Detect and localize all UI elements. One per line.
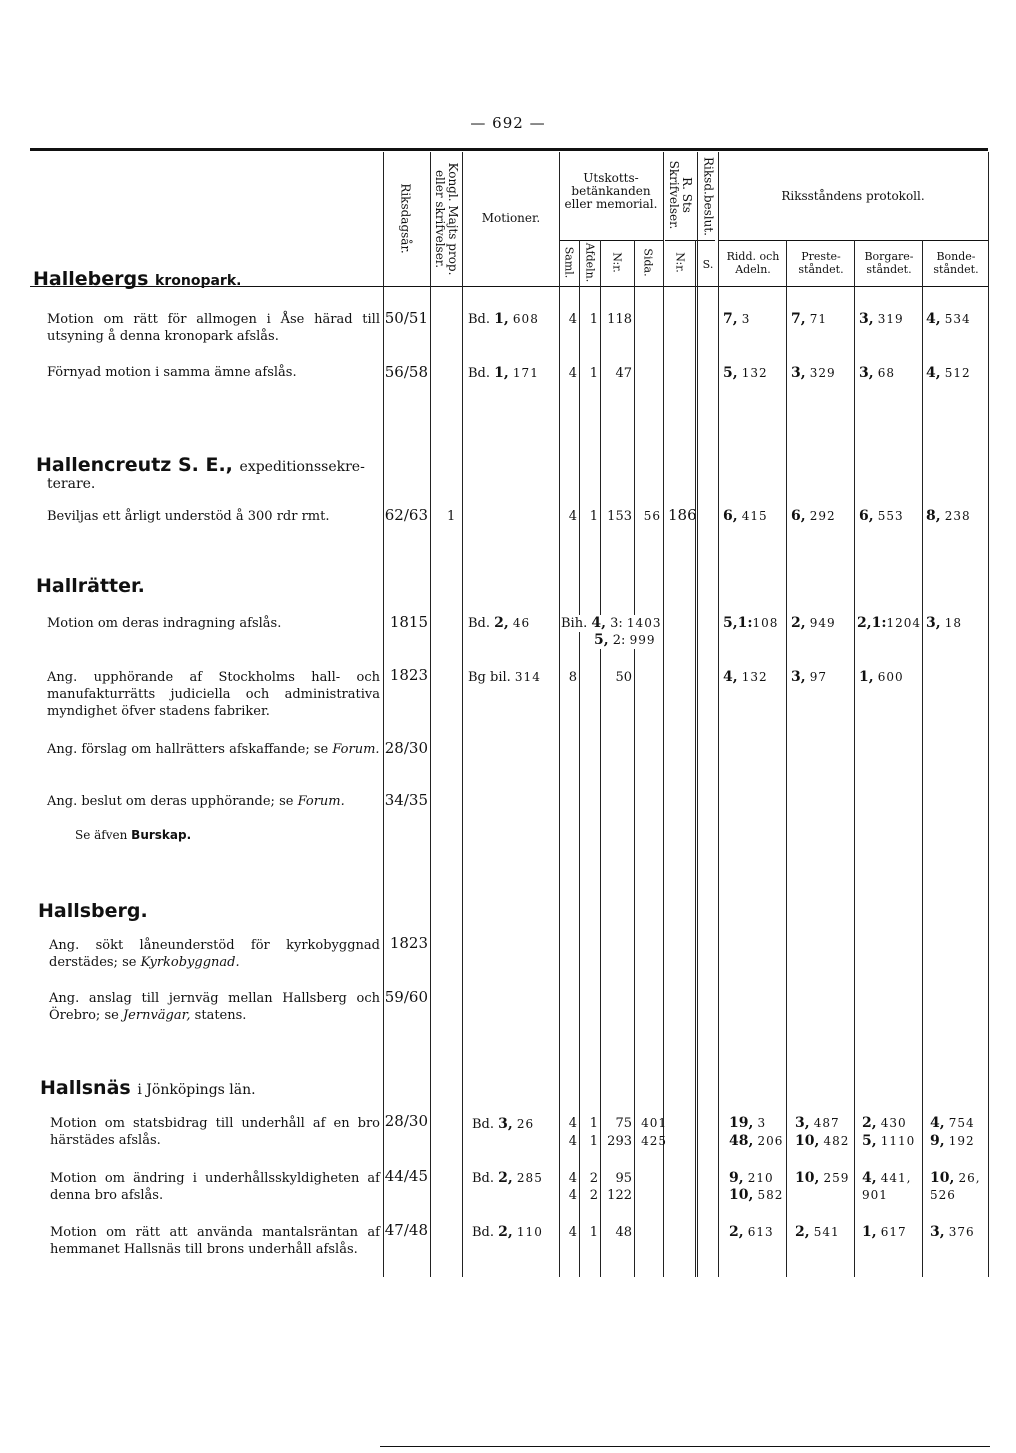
col-line	[718, 152, 719, 1277]
header-borgare: Borgare-ståndet.	[864, 250, 914, 276]
header-rsts: R. Sts Skrifvelser.	[667, 160, 694, 230]
sida: 425	[641, 1134, 667, 1148]
year: 50/51	[384, 309, 428, 327]
motion-ref: Bg bil. 314	[468, 670, 541, 685]
col-line	[854, 240, 855, 1277]
col-line	[697, 152, 698, 1277]
see-also: Se äfven Burskap.	[75, 828, 192, 842]
afdeln: 2	[589, 1171, 598, 1186]
entry-text: Förnyad motion i samma ämne afslås.	[47, 365, 297, 380]
bonde: 9, 192	[930, 1133, 975, 1149]
entry-text: Motion om statsbidrag till underhåll af en bro härstädes afslås.	[50, 1116, 380, 1148]
ridd: 5,1:108	[723, 615, 779, 631]
preste: 2, 541	[795, 1224, 840, 1240]
year: 56/58	[384, 363, 428, 381]
borgare: 6, 553	[859, 508, 904, 524]
afdeln: 1	[589, 1134, 598, 1149]
entry-text: Ang. beslut om deras upphörande; se Forum.	[47, 794, 345, 809]
saml: 4	[568, 1116, 577, 1131]
nr: 50	[615, 670, 632, 685]
header-afdeln: Afdeln.	[583, 242, 597, 283]
bonde: 3, 376	[930, 1224, 975, 1240]
entry-text: Ang. förslag om hallrätters afskaffande; se Forum.	[47, 742, 380, 757]
saml: 4	[568, 1171, 577, 1186]
section-title: Hallencreutz S. E., expeditionssekre-	[36, 454, 365, 476]
col-line	[988, 152, 989, 1277]
borgare: 3, 68	[859, 365, 896, 381]
ridd: 2, 613	[729, 1224, 774, 1240]
borgare: 901	[862, 1188, 888, 1202]
ridd: 7, 3	[723, 311, 751, 327]
year: 1823	[389, 934, 428, 952]
afdeln: 2	[589, 1188, 598, 1203]
header-kongl: Kongl. Majts prop. eller skrifvelser.	[433, 162, 460, 276]
col-line	[786, 240, 787, 1277]
header-beslut-s: S.	[702, 258, 714, 271]
footer-rule	[380, 1446, 990, 1447]
entry-text: Beviljas ett årligt understöd å 300 rdr rmt.	[47, 509, 330, 524]
afdeln: 1	[589, 312, 598, 327]
header-bonde: Bonde-ståndet.	[933, 250, 979, 276]
preste: 3, 97	[791, 669, 828, 685]
saml: 4	[568, 312, 577, 327]
nr: 118	[607, 312, 632, 327]
afdeln: 1	[589, 1225, 598, 1240]
preste: 3, 487	[795, 1115, 840, 1131]
sida: 56	[643, 509, 661, 523]
nr: 293	[607, 1134, 632, 1149]
header-riksdbeslut: Riksd.beslut.	[701, 157, 716, 236]
header-preste: Preste-ståndet.	[798, 250, 844, 276]
year: 59/60	[384, 988, 428, 1006]
afdeln: 1	[589, 1116, 598, 1131]
year: 1823	[389, 666, 428, 684]
section-title-continued: terare.	[47, 476, 96, 492]
entry-text: Ang. sökt låneunderstöd för kyrkobyggnad derstädes; se Kyrkobyggnad.	[49, 938, 380, 970]
borgare: 2, 430	[862, 1115, 907, 1131]
afdeln: 1	[589, 366, 598, 381]
bonde: 526	[930, 1188, 956, 1202]
afdeln: 1	[589, 509, 598, 524]
preste: 10, 482	[795, 1133, 850, 1149]
ridd: 5, 132	[723, 365, 768, 381]
section-title: Hallrätter.	[36, 575, 145, 597]
section-title: Hallsberg.	[38, 900, 148, 922]
borgare: 1, 600	[859, 669, 904, 685]
header-saml: Saml.	[562, 246, 576, 279]
saml: 4	[568, 366, 577, 381]
borgare: 4, 441,	[862, 1170, 912, 1186]
entry-text: Ang. anslag till jernväg mellan Hallsberg och Örebro; se Jernvägar, statens.	[49, 991, 380, 1023]
bonde: 4, 534	[926, 311, 971, 327]
subheader-rule-protokoll	[718, 240, 988, 241]
saml: 4	[568, 509, 577, 524]
motion-ref: Bd. 2, 110	[472, 1224, 543, 1240]
nr: 95	[615, 1171, 632, 1186]
motion-ref: Bd. 2, 46	[468, 615, 531, 631]
borgare: 2,1:1204	[857, 615, 922, 631]
preste: 2, 949	[791, 615, 836, 631]
year: 47/48	[384, 1221, 428, 1239]
section-title: Hallebergs kronopark.	[33, 268, 242, 290]
header-motioner: Motioner.	[481, 211, 541, 225]
ridd: 9, 210	[729, 1170, 774, 1186]
nr: 153	[607, 509, 632, 524]
saml: 4	[568, 1188, 577, 1203]
utskott-ref: Bih. 4, 3: 1403	[561, 615, 662, 631]
section-title: Hallsnäs i Jönköpings län.	[40, 1077, 256, 1099]
entry-text: Motion om rätt att använda mantalsräntan af hemmanet Hallsnäs till brons underhåll afslås.	[50, 1225, 380, 1257]
page-number: — 692 —	[470, 114, 546, 132]
col-line	[579, 240, 580, 1277]
preste: 6, 292	[791, 508, 836, 524]
year: 28/30	[384, 1112, 428, 1130]
saml: 8	[568, 670, 577, 685]
borgare: 5, 1110	[862, 1133, 916, 1149]
bonde: 3, 18	[926, 615, 963, 631]
ridd: 48, 206	[729, 1133, 784, 1149]
nr: 48	[615, 1225, 632, 1240]
header-riksdagsar: Riksdagsår.	[398, 183, 413, 254]
bonde: 4, 754	[930, 1115, 975, 1131]
nr: 47	[615, 366, 632, 381]
nr: 122	[607, 1188, 632, 1203]
col-line	[462, 152, 463, 1277]
year: 34/35	[384, 791, 428, 809]
saml: 4	[568, 1134, 577, 1149]
year: 28/30	[384, 739, 428, 757]
header-ridd: Ridd. och Adeln.	[726, 250, 780, 276]
motion-ref: Bd. 3, 26	[472, 1116, 535, 1132]
header-sida: Sida.	[641, 248, 655, 277]
bonde: 4, 512	[926, 365, 971, 381]
col-line	[430, 152, 431, 1277]
year: 44/45	[384, 1167, 428, 1185]
motion-ref: Bd. 2, 285	[472, 1170, 543, 1186]
ridd: 4, 132	[723, 669, 768, 685]
year: 62/63	[384, 506, 428, 524]
kongl-prop: 1	[447, 509, 456, 524]
entry-text: Motion om ändring i underhållsskyldigheten af denna bro afslås.	[50, 1171, 380, 1203]
nr: 75	[615, 1116, 632, 1131]
header-top-rule	[30, 148, 988, 151]
saml: 4	[568, 1225, 577, 1240]
header-rsts-nr: N:r.	[673, 252, 687, 273]
col-line	[695, 240, 696, 1277]
ridd: 6, 415	[723, 508, 768, 524]
utskott-ref: 5, 2: 999	[594, 632, 656, 648]
bonde: 10, 26,	[930, 1170, 981, 1186]
motion-ref: Bd. 1, 171	[468, 365, 539, 381]
borgare: 1, 617	[862, 1224, 907, 1240]
preste: 7, 71	[791, 311, 828, 327]
subheader-rule-utskott	[559, 240, 663, 241]
col-line	[663, 152, 664, 1277]
year: 1815	[389, 613, 428, 631]
motion-ref: Bd. 1, 608	[468, 311, 539, 327]
bonde: 8, 238	[926, 508, 971, 524]
ridd: 19, 3	[729, 1115, 767, 1131]
entry-text: Motion om rätt för allmogen i Åse härad till utsyning å denna kronopark afslås.	[47, 312, 380, 344]
col-line	[922, 240, 923, 1277]
entry-text: Motion om deras indragning afslås.	[47, 616, 282, 631]
header-protokoll: Riksståndens protokoll.	[781, 189, 925, 203]
sida: 401	[641, 1116, 667, 1130]
entry-text: Ang. upphörande af Stockholms hall- och manufakturrätts judiciella och administrativa myndighet öfver stadens fabriker.	[47, 670, 380, 719]
borgare: 3, 319	[859, 311, 904, 327]
preste: 3, 329	[791, 365, 836, 381]
rsts-nr: 186	[668, 506, 697, 524]
preste: 10, 259	[795, 1170, 850, 1186]
header-utskott: Utskotts-betänkanden eller memorial.	[564, 171, 658, 211]
ridd: 10, 582	[729, 1187, 784, 1203]
header-nr: N:r.	[610, 252, 624, 273]
